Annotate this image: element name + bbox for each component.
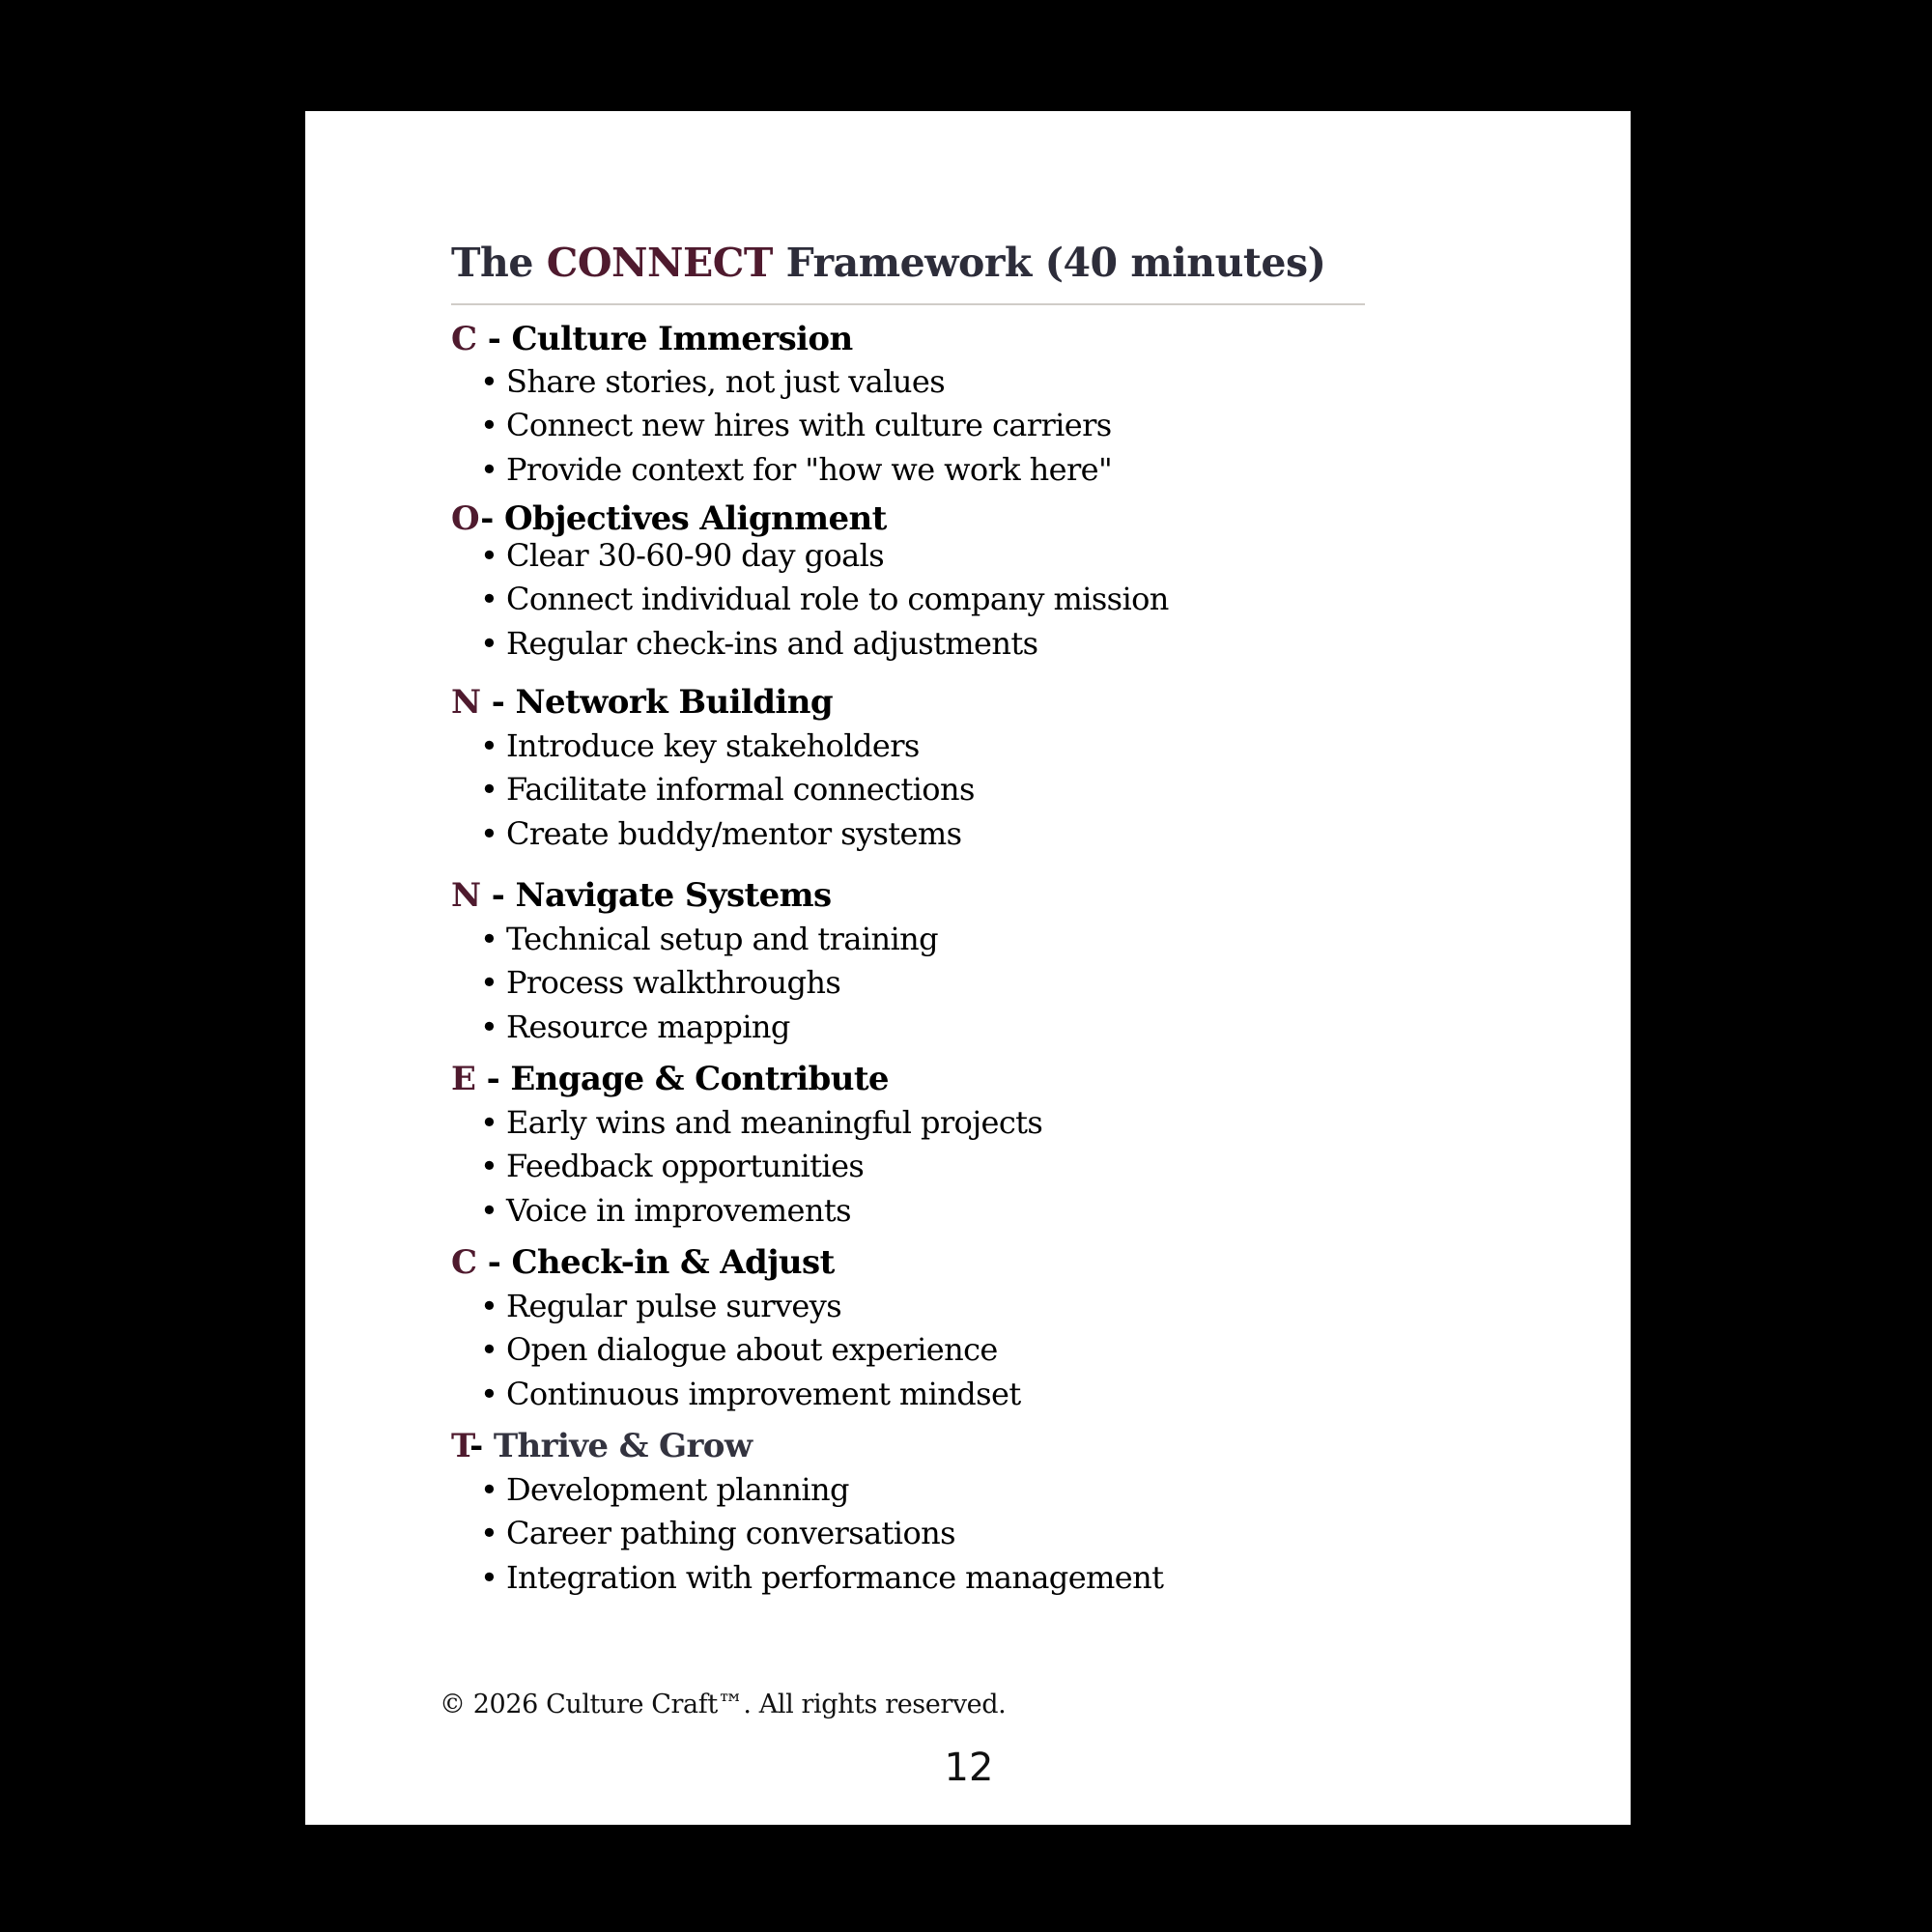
document-page: [305, 111, 1631, 1825]
bullet-icon: •: [480, 450, 498, 488]
section-heading: [451, 318, 853, 360]
list-item: [480, 1373, 1021, 1416]
list-item: [480, 1512, 1163, 1555]
list-item-text: Regular pulse surveys: [506, 1288, 842, 1324]
section-separator: -: [480, 876, 516, 915]
list-item: [480, 1006, 938, 1049]
section-letter: C: [451, 320, 477, 358]
list-item-text: Facilitate informal connections: [506, 771, 975, 809]
section-letter: E: [451, 1060, 476, 1098]
list-item-text: Integration with performance management: [506, 1558, 1164, 1596]
bullet-icon: •: [480, 1008, 498, 1045]
section-item-list: [480, 724, 975, 856]
list-item: [480, 404, 1112, 447]
list-item: [480, 1468, 1163, 1512]
list-item-text: Share stories, not just values: [506, 363, 946, 400]
list-item: [480, 961, 938, 1005]
section-label: Thrive & Grow: [493, 1427, 753, 1465]
list-item-text: Feedback opportunities: [506, 1148, 865, 1185]
bullet-icon: •: [480, 1104, 498, 1141]
bullet-icon: •: [480, 771, 498, 809]
section-label: Navigate Systems: [515, 876, 832, 915]
bullet-icon: •: [480, 814, 498, 852]
bullet-icon: •: [480, 1191, 498, 1229]
section-letter: C: [451, 1243, 477, 1282]
section-separator: -: [469, 1427, 494, 1465]
title-suffix: Framework (40 minutes): [772, 240, 1326, 286]
list-item: [480, 1285, 1021, 1328]
section-item-list: [480, 1101, 1042, 1233]
section-heading: [451, 874, 832, 917]
bullet-icon: •: [480, 964, 498, 1002]
list-item-text: Connect new hires with culture carriers: [506, 407, 1112, 444]
section-letter: O: [451, 499, 481, 538]
bullet-icon: •: [480, 1288, 498, 1324]
list-item: [480, 1556, 1163, 1600]
list-item-text: Early wins and meaningful projects: [506, 1104, 1043, 1141]
section-label: Engage & Contribute: [510, 1060, 889, 1098]
section-separator: -: [480, 499, 505, 538]
list-item-text: Connect individual role to company mission: [506, 581, 1169, 618]
list-item-text: Create buddy/mentor systems: [506, 814, 962, 852]
list-item-text: Clear 30-60-90 day goals: [506, 537, 885, 574]
bullet-icon: •: [480, 1471, 498, 1508]
list-item-text: Continuous improvement mindset: [506, 1375, 1021, 1412]
list-item: [480, 1145, 1042, 1188]
list-item: [480, 1328, 1021, 1372]
section-separator: -: [476, 320, 512, 358]
section-letter: N: [451, 876, 481, 915]
section-item-list: [480, 1285, 1021, 1416]
list-item: [480, 812, 975, 856]
list-item: [480, 578, 1169, 621]
list-item: [480, 918, 938, 961]
bullet-icon: •: [480, 727, 498, 764]
section-letter: T: [451, 1427, 470, 1465]
list-item-text: Introduce key stakeholders: [506, 727, 920, 764]
bullet-icon: •: [480, 581, 498, 618]
section-heading: [451, 1241, 835, 1284]
list-item-text: Voice in improvements: [506, 1191, 851, 1229]
list-item: [480, 1189, 1042, 1233]
list-item-text: Development planning: [506, 1471, 849, 1508]
section-item-list: [480, 918, 938, 1049]
bullet-icon: •: [480, 624, 498, 662]
section-label: Culture Immersion: [511, 320, 853, 358]
title-accent: CONNECT: [546, 240, 773, 286]
list-item: [480, 724, 975, 768]
title-divider: [451, 303, 1365, 305]
section-separator: -: [475, 1060, 511, 1098]
list-item-text: Open dialogue about experience: [506, 1331, 998, 1369]
section-label: Objectives Alignment: [504, 499, 887, 538]
bullet-icon: •: [480, 363, 498, 400]
section-letter: N: [451, 683, 481, 722]
section-separator: -: [476, 1243, 512, 1282]
list-item: [480, 360, 1112, 404]
bullet-icon: •: [480, 537, 498, 574]
section-label: Network Building: [515, 683, 834, 722]
page-title: [451, 240, 1325, 286]
bullet-icon: •: [480, 1331, 498, 1369]
title-prefix: The: [451, 240, 547, 286]
list-item: [480, 1101, 1042, 1145]
bullet-icon: •: [480, 1558, 498, 1596]
list-item: [480, 622, 1169, 666]
section-separator: -: [480, 683, 516, 722]
list-item-text: Provide context for "how we work here": [506, 450, 1113, 488]
section-heading: [451, 1425, 753, 1467]
section-item-list: [480, 360, 1112, 492]
copyright-footer: © 2026 Culture Craft™. All rights reserved.: [440, 1690, 1007, 1719]
list-item-text: Regular check-ins and adjustments: [506, 624, 1038, 662]
bullet-icon: •: [480, 1375, 498, 1412]
section-label: Check-in & Adjust: [511, 1243, 835, 1282]
bullet-icon: •: [480, 921, 498, 957]
section-item-list: [480, 534, 1169, 666]
list-item: [480, 534, 1169, 578]
page-number: 12: [944, 1746, 994, 1790]
list-item-text: Technical setup and training: [506, 921, 939, 957]
bullet-icon: •: [480, 1148, 498, 1185]
bullet-icon: •: [480, 407, 498, 444]
list-item: [480, 448, 1112, 492]
list-item: [480, 768, 975, 811]
bullet-icon: •: [480, 1515, 498, 1552]
list-item-text: Career pathing conversations: [506, 1515, 955, 1552]
list-item-text: Process walkthroughs: [506, 964, 841, 1002]
section-heading: [451, 681, 833, 724]
section-heading: [451, 1058, 889, 1100]
section-item-list: [480, 1468, 1163, 1600]
list-item-text: Resource mapping: [506, 1008, 790, 1045]
